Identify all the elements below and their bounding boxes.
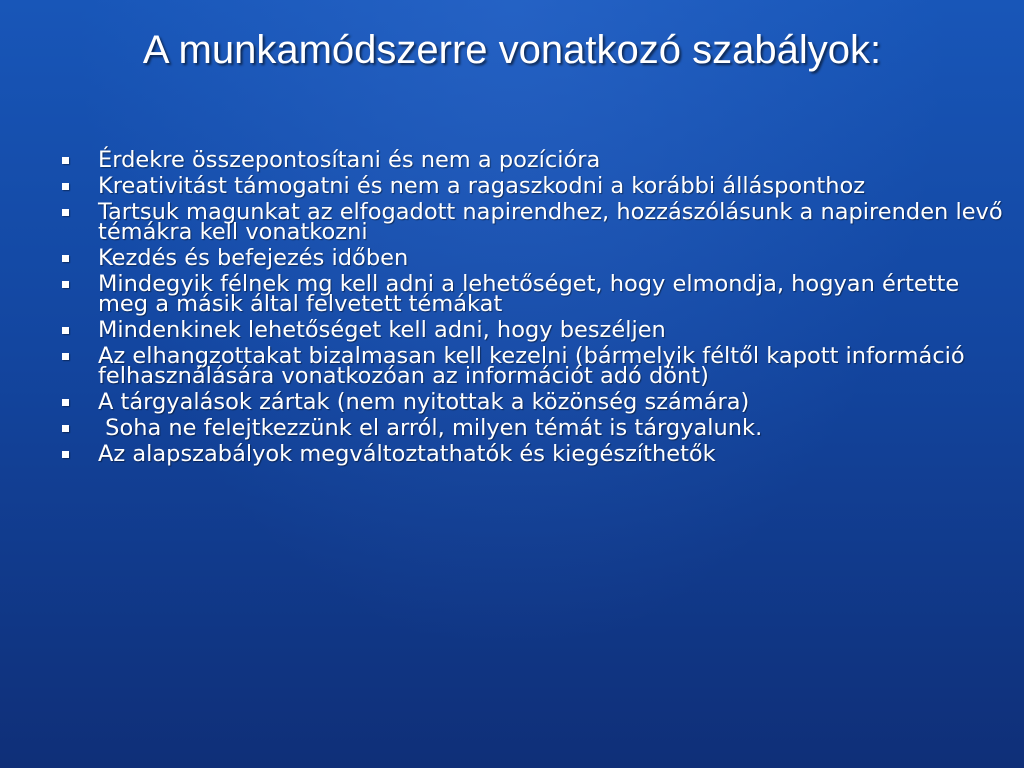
bullet-text: Kezdés és befejezés időben [98,245,409,271]
bullet-text: Az alapszabályok megváltoztathatók és kiegészíthetők [98,441,716,467]
bullet-item [62,173,1012,199]
bullet-item [62,199,1012,245]
bullet-item [62,343,1012,389]
square-bullet-icon [62,451,69,458]
bullet-item [62,389,1012,415]
bullet-item [62,245,1012,271]
bullet-text: Mindenkinek lehetőséget kell adni, hogy beszéljen [98,317,666,343]
bullet-item [62,441,1012,467]
square-bullet-icon [62,255,69,262]
bullet-list [62,147,1012,470]
square-bullet-icon [62,353,69,360]
bullet-item [62,147,1012,173]
square-bullet-icon [62,281,69,288]
bullet-item [62,317,1012,343]
bullet-text: Mindegyik félnek mg kell adni a lehetőséget, hogy elmondja, hogyan értette meg a másik által felvetett témákat [98,271,960,317]
square-bullet-icon [62,399,69,406]
bullet-item [62,415,1012,441]
slide-title: A munkamódszerre vonatkozó szabályok: [142,28,882,72]
square-bullet-icon [62,183,69,190]
bullet-text: Soha ne felejtkezzünk el arról, milyen témát is tárgyalunk. [98,415,763,441]
square-bullet-icon [62,327,69,334]
bullet-text: Az elhangzottakat bizalmasan kell kezelni (bármelyik féltől kapott információ felhasználására vonatkozóan az információt adó dönt) [98,343,965,389]
square-bullet-icon [62,209,69,216]
bullet-text: Érdekre összepontosítani és nem a pozícióra [98,147,601,173]
bullet-text: A tárgyalások zártak (nem nyitottak a közönség számára) [98,389,750,415]
square-bullet-icon [62,425,69,432]
bullet-text: Tartsuk magunkat az elfogadott napirendhez, hozzászólásunk a napirenden levő témákra kell vonatkozni [98,199,1003,245]
square-bullet-icon [62,157,69,164]
bullet-text: Kreativitást támogatni és nem a ragaszkodni a korábbi állásponthoz [98,173,866,199]
bullet-item [62,271,1012,317]
